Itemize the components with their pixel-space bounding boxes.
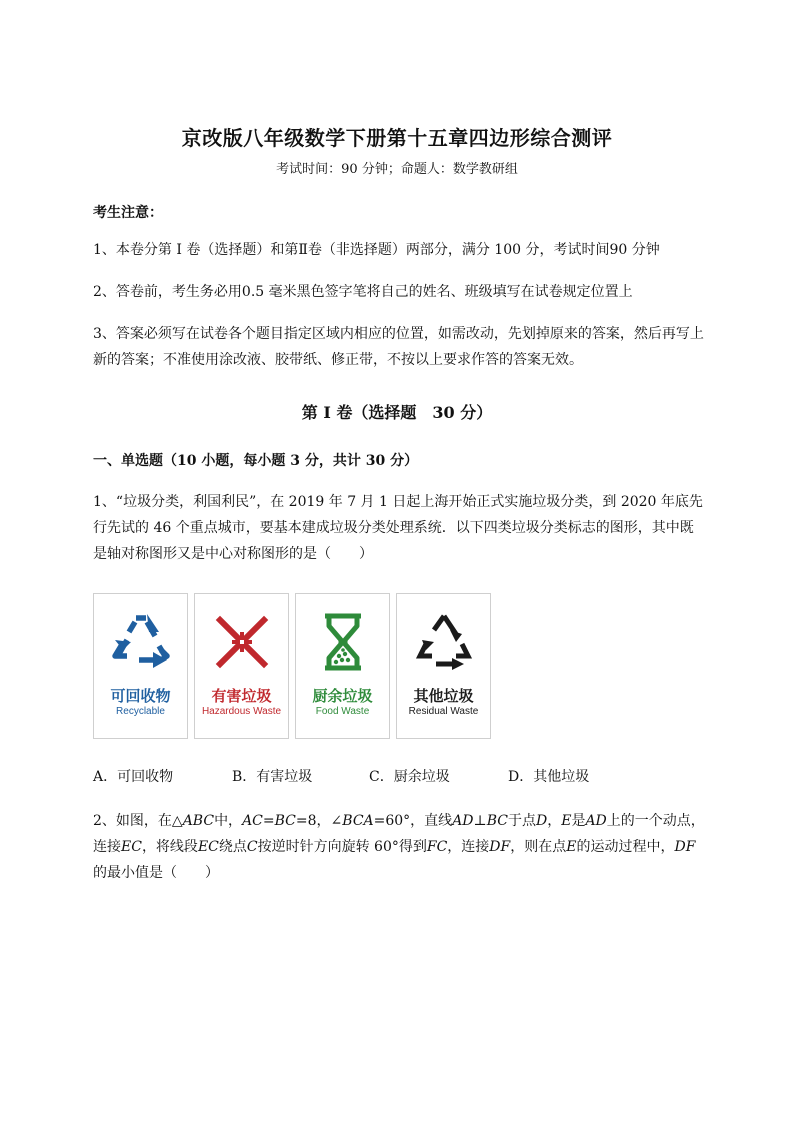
option-d[interactable]: D．其他垃圾 [508, 769, 590, 785]
question-1: 1、“垃圾分类，利国利民”，在 2019 年 7 月 1 日起上海开始正式实施垃圾分类，到 2020 年底先行先试的 46 个重点城市，要基本建成垃圾分类处理系统．以下四类垃圾分类标志的图形，其中既是轴对称图形又是中心对称图形的是（ ） [93, 494, 703, 562]
q2-var: E [561, 813, 572, 829]
residual-label-cn: 其他垃圾 [413, 687, 474, 705]
residual-arrows-icon [412, 610, 476, 674]
q2-text: ⊥ [473, 813, 487, 829]
q2-var: AD [585, 813, 607, 829]
hazardous-label-cn: 有害垃圾 [211, 687, 272, 705]
question-1-options [93, 766, 693, 792]
q2-var: C [246, 839, 258, 855]
q2-text: 绕点 [218, 839, 247, 855]
food-waste-label-en: Food Waste [315, 706, 370, 717]
residual-waste-sign [396, 593, 491, 739]
q2-text: 2、如图，在△ [93, 813, 183, 829]
q2-var: AD [452, 813, 474, 829]
q2-text: 的最小值是（ ） [93, 865, 219, 881]
q2-text: 的运动过程中， [576, 839, 675, 855]
notice-item-3: 3、答案必须写在试卷各个题目指定区域内相应的位置，如需改动，先划掉原来的答案，然后再写上新的答案；不准使用涂改液、胶带纸、修正带，不按以上要求作答的答案无效。 [93, 326, 704, 368]
notice-item-2: 2、答卷前，考生务必用0.5 毫米黑色签字笔将自己的姓名、班级填写在试卷规定位置上 [93, 284, 633, 300]
food-waste-sign [295, 593, 390, 739]
q2-var: AC [242, 813, 263, 829]
q2-text: 是 [571, 813, 586, 829]
waste-sign-images [93, 593, 493, 741]
food-waste-label-cn: 厨余垃圾 [312, 687, 373, 705]
q2-text: = [262, 813, 275, 829]
q2-var: FC [426, 839, 448, 855]
notice-heading: 考生注意： [93, 205, 163, 221]
hourglass-icon [311, 610, 375, 674]
q2-text: 中， [214, 813, 243, 829]
hazardous-label-en: Hazardous Waste [201, 706, 282, 717]
q2-var: DF [674, 839, 696, 855]
q2-var: D [535, 813, 548, 829]
q2-text: ，连接 [447, 839, 490, 855]
recycle-icon [109, 610, 173, 674]
q2-text: ，将线段 [141, 839, 198, 855]
q2-text: 上的一个动点，连接 [93, 813, 705, 855]
q2-var: BC [274, 813, 296, 829]
q2-text: =60°，直线 [373, 813, 453, 829]
question-2 [93, 808, 705, 886]
residual-label-en: Residual Waste [408, 706, 479, 717]
q2-var: ABC [182, 813, 215, 829]
notice-item-1: 1、本卷分第 I 卷（选择题）和第Ⅱ卷（非选择题）两部分，满分 100 分，考试时间90 分钟 [93, 242, 660, 258]
q2-var: E [566, 839, 577, 855]
option-c[interactable]: C．厨余垃圾 [369, 769, 450, 785]
q2-text: =8，∠ [295, 813, 343, 829]
q2-text: ， [547, 813, 562, 829]
hazardous-icon [210, 610, 274, 674]
option-b[interactable]: B．有害垃圾 [232, 769, 313, 785]
q2-var: BCA [342, 813, 374, 829]
q2-var: DF [489, 839, 511, 855]
q2-text: 于点 [507, 813, 536, 829]
hazardous-sign [194, 593, 289, 739]
q2-var: EC [197, 839, 219, 855]
option-a[interactable]: A．可回收物 [93, 769, 174, 785]
part-heading: 一、单选题（10 小题，每小题 3 分，共计 30 分） [93, 453, 419, 469]
exam-info: 考试时间：90 分钟；命题人：数学教研组 [276, 162, 518, 177]
recyclable-label-cn: 可回收物 [110, 687, 171, 705]
recyclable-label-en: Recyclable [116, 706, 165, 717]
q2-var: EC [121, 839, 142, 855]
q2-text: 按逆时针方向旋转 60°得到 [257, 839, 427, 855]
page-title: 京改版八年级数学下册第十五章四边形综合测评 [181, 126, 613, 150]
q2-text: ，则在点 [510, 839, 567, 855]
section-title: 第 I 卷（选择题 30 分） [301, 403, 493, 422]
q2-var: BC [486, 813, 508, 829]
recyclable-sign [93, 593, 188, 739]
